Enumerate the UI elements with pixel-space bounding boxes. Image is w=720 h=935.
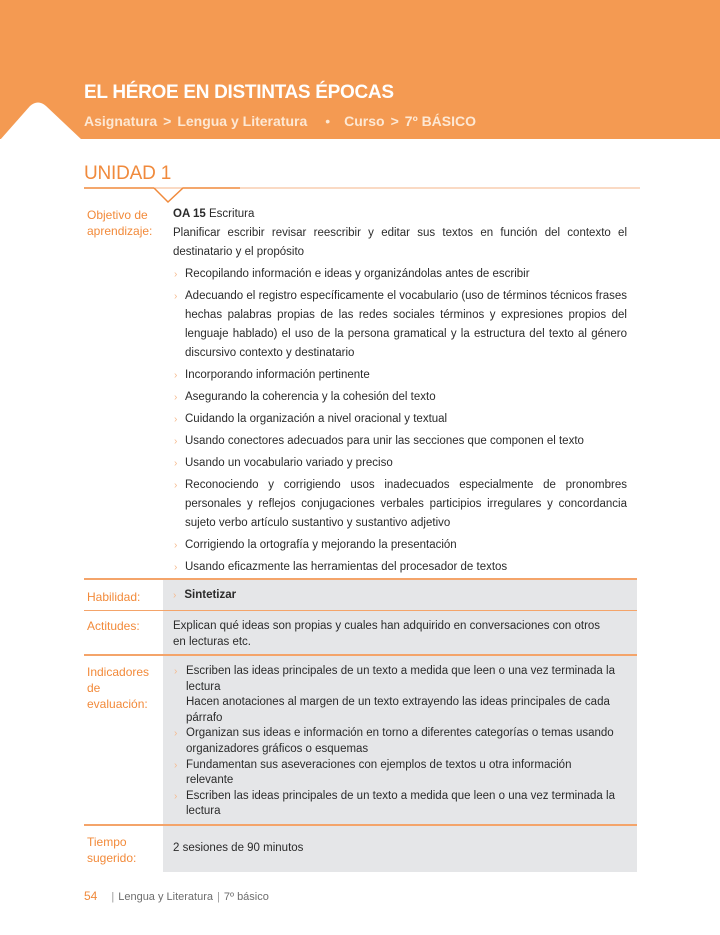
- objective-item: [173, 366, 627, 385]
- objective-item-text: Usando conectores adecuados para unir las secciones que componen el texto: [185, 435, 584, 447]
- bullet-icon: ›: [174, 370, 178, 381]
- objective-item-text: Corrigiendo la ortografía y mejorando la presentación: [185, 539, 457, 551]
- bullet-icon: ›: [174, 728, 178, 740]
- objective-item: [173, 476, 627, 533]
- bullet-icon: ›: [174, 480, 178, 491]
- bullet-icon: ›: [174, 269, 178, 280]
- attitudes-value: Explican qué ideas son propias y cuales han adquirido en conversaciones con otros en lecturas etc.: [173, 620, 601, 648]
- objective-item: [173, 287, 627, 363]
- objective-item: [173, 388, 627, 407]
- time-value: 2 sesiones de 90 minutos: [173, 842, 304, 854]
- indicators-label-line: de: [87, 681, 101, 695]
- footer-divider: |: [217, 891, 220, 903]
- time-label-line: sugerido:: [87, 851, 137, 865]
- indicator-item-text: Organizan sus ideas e información en torno a diferentes categorías o temas usando organizadores gráficos o esquemas: [186, 727, 614, 755]
- bullet-icon: ›: [173, 590, 177, 601]
- skill-label: Habilidad:: [87, 590, 141, 604]
- page-footer: [84, 889, 269, 903]
- indicator-item-text: Hacen anotaciones al margen de un texto extrayendo las ideas principales de cada párrafo: [186, 696, 610, 724]
- objective-item-text: Asegurando la coherencia y la cohesión del texto: [185, 391, 436, 403]
- breadcrumb: [84, 113, 482, 129]
- objective-item: [173, 432, 627, 451]
- time-label: [87, 834, 136, 866]
- indicators-label-line: Indicadores: [87, 665, 150, 679]
- bullet-icon: ›: [174, 392, 178, 403]
- objective-item: [173, 454, 627, 473]
- objective-item-text: Usando un vocabulario variado y preciso: [185, 457, 393, 469]
- breadcrumb-separator: •: [325, 113, 331, 129]
- objective-items: [173, 265, 627, 577]
- indicator-item: [173, 789, 618, 820]
- indicators-label: [87, 664, 149, 712]
- bullet-icon: ›: [174, 790, 178, 802]
- indicator-item-text: Fundamentan sus aseveraciones con ejemplos de textos u otra información relevante: [186, 758, 572, 787]
- objective-item: [173, 558, 627, 577]
- footer-subject: Lengua y Literatura: [118, 891, 214, 903]
- objective-content: [173, 205, 627, 577]
- objective-item-text: Reconociendo y corrigiendo usos inadecuados especialmente de pronombres personales y reflejos conjugaciones verbales participios irregulares y concordancia sujeto verbo artículo sustantivo y sustantivo adjetivo: [185, 479, 627, 529]
- footer-grade: 7º básico: [223, 891, 269, 903]
- course-value: 7º BÁSICO: [404, 113, 477, 129]
- indicators-label-line: evaluación:: [87, 697, 148, 711]
- breadcrumb-arrow: >: [163, 113, 172, 129]
- page-number: 54: [84, 889, 98, 903]
- objective-heading: [173, 205, 627, 224]
- course-label: Curso: [344, 113, 385, 129]
- objective-code: OA 15: [173, 208, 206, 220]
- subject-label: Asignatura: [84, 113, 158, 129]
- skill-text: Sintetizar: [184, 589, 237, 601]
- objective-item: [173, 410, 627, 429]
- time-label-line: Tiempo: [87, 835, 127, 849]
- bullet-icon: ›: [174, 759, 178, 771]
- indicator-item: [173, 758, 618, 789]
- bullet-icon: ›: [174, 414, 178, 425]
- footer-divider: |: [111, 891, 115, 903]
- objective-item-text: Usando eficazmente las herramientas del procesador de textos: [185, 561, 508, 573]
- unit-heading: UNIDAD 1: [84, 163, 172, 184]
- indicator-item: [173, 664, 618, 695]
- breadcrumb-arrow: >: [390, 113, 399, 129]
- attitudes-label: Actitudes:: [87, 619, 140, 633]
- bullet-icon: ›: [174, 666, 178, 677]
- indicator-item: [173, 695, 618, 726]
- bullet-icon: ›: [174, 436, 178, 447]
- indicators-content: [173, 664, 618, 820]
- objective-item-text: Adecuando el registro específicamente el vocabulario (uso de términos técnicos frases hechas palabras propias de las redes sociales términos y expresiones propios del lenguaje hablado) el uso de la persona gramatical y la estructura del texto al género discursivo contexto y destinatario: [185, 290, 627, 359]
- bullet-icon: ›: [174, 540, 178, 551]
- objective-statement: Planificar escribir revisar reescribir y editar sus textos en función del contexto el destinatario y el propósito: [173, 227, 627, 258]
- objective-item-text: Recopilando información e ideas y organizándolas antes de escribir: [185, 268, 530, 280]
- skill-value: [173, 589, 627, 601]
- objective-label: [87, 207, 152, 239]
- header-peak-decoration: [0, 102, 82, 140]
- objective-label-line: aprendizaje:: [87, 224, 153, 238]
- objective-item: [173, 536, 627, 555]
- indicator-item: [173, 726, 618, 757]
- objective-area: Escritura: [209, 208, 255, 220]
- indicator-item-text: Escriben las ideas principales de un texto a medida que leen o una vez terminada la lectura: [186, 665, 615, 693]
- indicator-items: [173, 664, 618, 820]
- objective-item: [173, 265, 627, 284]
- indicator-item-text: Escriben las ideas principales de un texto a medida que leen o una vez terminada la lectura: [186, 789, 615, 818]
- bullet-icon: ›: [174, 458, 178, 469]
- page-title: EL HÉROE EN DISTINTAS ÉPOCAS: [84, 82, 394, 103]
- objective-label-line: Objetivo de: [87, 208, 148, 222]
- objective-item-text: Cuidando la organización a nivel oracional y textual: [185, 413, 448, 425]
- bullet-icon: ›: [174, 291, 178, 302]
- bullet-icon: ›: [174, 562, 178, 573]
- objective-item-text: Incorporando información pertinente: [185, 369, 370, 381]
- subject-value: Lengua y Literatura: [177, 113, 308, 129]
